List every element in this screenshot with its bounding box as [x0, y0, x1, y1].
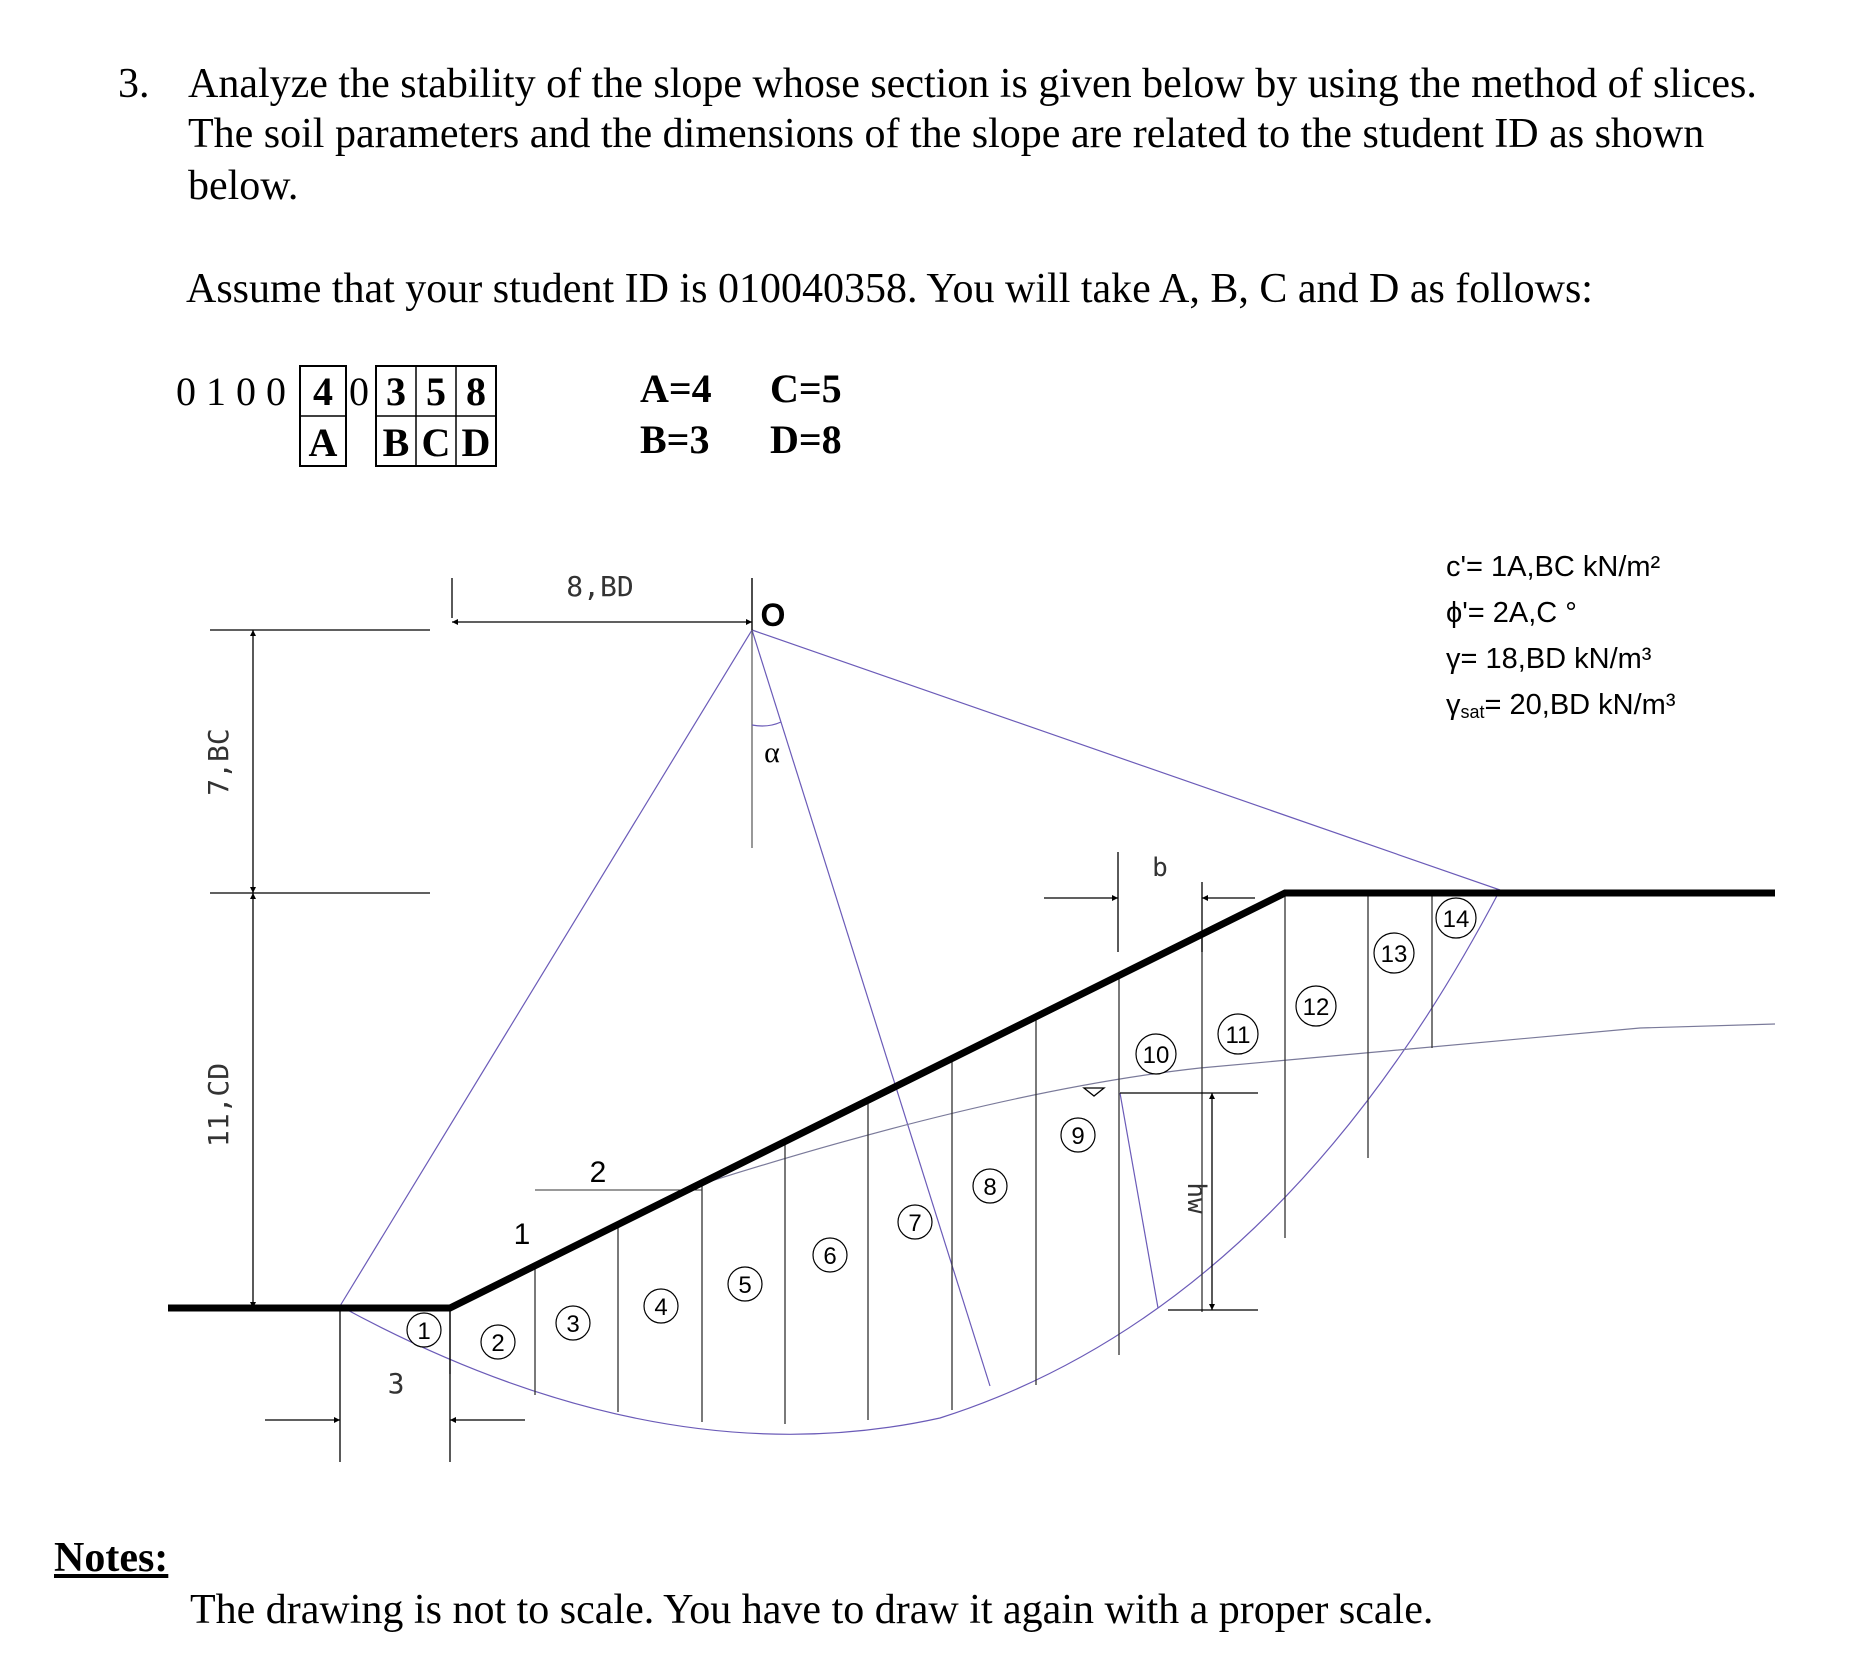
id-letter-c: C: [421, 420, 451, 465]
svg-text:8: 8: [983, 1174, 997, 1201]
dim-slice-width: b: [1152, 853, 1168, 883]
param-phi: ϕ'= 2A,C °: [1446, 597, 1577, 629]
dimension-labels: [202, 570, 1211, 1400]
slope-ratio-vertical: 1: [513, 1218, 531, 1251]
notes-text: The drawing is not to scale. You have to draw it again with a proper scale.: [190, 1587, 1434, 1633]
svg-text:13: 13: [1380, 941, 1408, 968]
dim-vertical-upper: 7,BC: [202, 728, 235, 796]
dim-vertical-lower: 11,CD: [202, 1062, 235, 1148]
id-digit-mid: 0: [349, 369, 369, 414]
dim-toe-width: 3: [387, 1367, 405, 1400]
assign-b: B=3: [640, 417, 710, 462]
id-digit-d: 8: [466, 369, 486, 414]
radius-line-right: [752, 630, 1500, 890]
svg-text:14: 14: [1442, 906, 1470, 933]
id-digit: 0: [176, 369, 196, 414]
id-digit-a: 4: [313, 369, 333, 414]
slice-marker: [973, 1169, 1007, 1203]
id-digit-b: 3: [386, 369, 406, 414]
slice-markers: [407, 898, 1476, 1359]
question-line-1: Analyze the stability of the slope whose section is given below by using the method of slices.: [188, 61, 1757, 107]
question-line-2: The soil parameters and the dimensions of the slope are related to the student ID as shown: [188, 111, 1705, 157]
alpha-arc: [752, 722, 781, 726]
id-letter-a: A: [308, 420, 338, 465]
svg-text:7: 7: [908, 1210, 922, 1237]
assignments: [640, 366, 842, 462]
slice-marker: [481, 1325, 515, 1359]
notes-label: Notes:: [54, 1535, 169, 1581]
param-gamma: γ= 18,BD kN/m³: [1446, 643, 1652, 675]
dim-water-height: hw: [1181, 1182, 1211, 1214]
slice-10-base: [1120, 1093, 1158, 1308]
ground-profile: [168, 893, 1775, 1308]
svg-text:6: 6: [823, 1243, 837, 1270]
svg-text:3: 3: [566, 1311, 580, 1338]
slice-marker: [1436, 898, 1476, 938]
slice-marker: [1296, 986, 1336, 1026]
slice-marker: [898, 1205, 932, 1239]
id-digit: 1: [206, 369, 226, 414]
slice-marker: [1061, 1118, 1095, 1152]
slice-marker: [813, 1238, 847, 1272]
id-letter-d: D: [461, 420, 491, 465]
slice-marker: [728, 1267, 762, 1301]
soil-parameters: [1446, 551, 1676, 722]
angle-alpha-label: α: [764, 736, 780, 769]
assumption-text: Assume that your student ID is 010040358. You will take A, B, C and D as follows:: [186, 266, 1593, 312]
id-letter-b: B: [382, 420, 410, 465]
id-digit-c: 5: [426, 369, 446, 414]
radius-line-slice: [752, 630, 990, 1386]
svg-text:1: 1: [417, 1318, 431, 1345]
svg-text:10: 10: [1142, 1042, 1170, 1069]
id-digit: 0: [236, 369, 256, 414]
student-id-block: [176, 366, 496, 466]
param-cohesion: c'= 1A,BC kN/m²: [1446, 551, 1661, 583]
dim-horizontal-top: 8,BD: [566, 570, 634, 603]
slope-ratio-horizontal: 2: [589, 1156, 607, 1189]
slice-marker: [644, 1289, 678, 1323]
slice-marker: [556, 1306, 590, 1340]
radius-line-left: [340, 630, 752, 1306]
svg-text:12: 12: [1302, 994, 1330, 1021]
svg-text:4: 4: [654, 1294, 668, 1321]
param-gamma-sat: γsat= 20,BD kN/m³: [1446, 689, 1676, 722]
svg-text:11: 11: [1225, 1022, 1251, 1049]
svg-text:9: 9: [1071, 1123, 1085, 1150]
slice-marker: [1136, 1034, 1176, 1074]
question-number: 3.: [118, 61, 150, 107]
assign-a: A=4: [640, 366, 712, 411]
slice-marker: [1374, 933, 1414, 973]
dimension-lines: [210, 578, 1258, 1462]
slice-marker: [407, 1313, 441, 1347]
assign-c: C=5: [770, 366, 842, 411]
id-digit: 0: [266, 369, 286, 414]
question-line-3: below.: [188, 163, 299, 209]
slice-marker: [1218, 1014, 1258, 1054]
assign-d: D=8: [770, 417, 842, 462]
svg-text:2: 2: [491, 1330, 505, 1357]
center-point-label: O: [760, 597, 786, 633]
svg-text:5: 5: [738, 1272, 752, 1299]
